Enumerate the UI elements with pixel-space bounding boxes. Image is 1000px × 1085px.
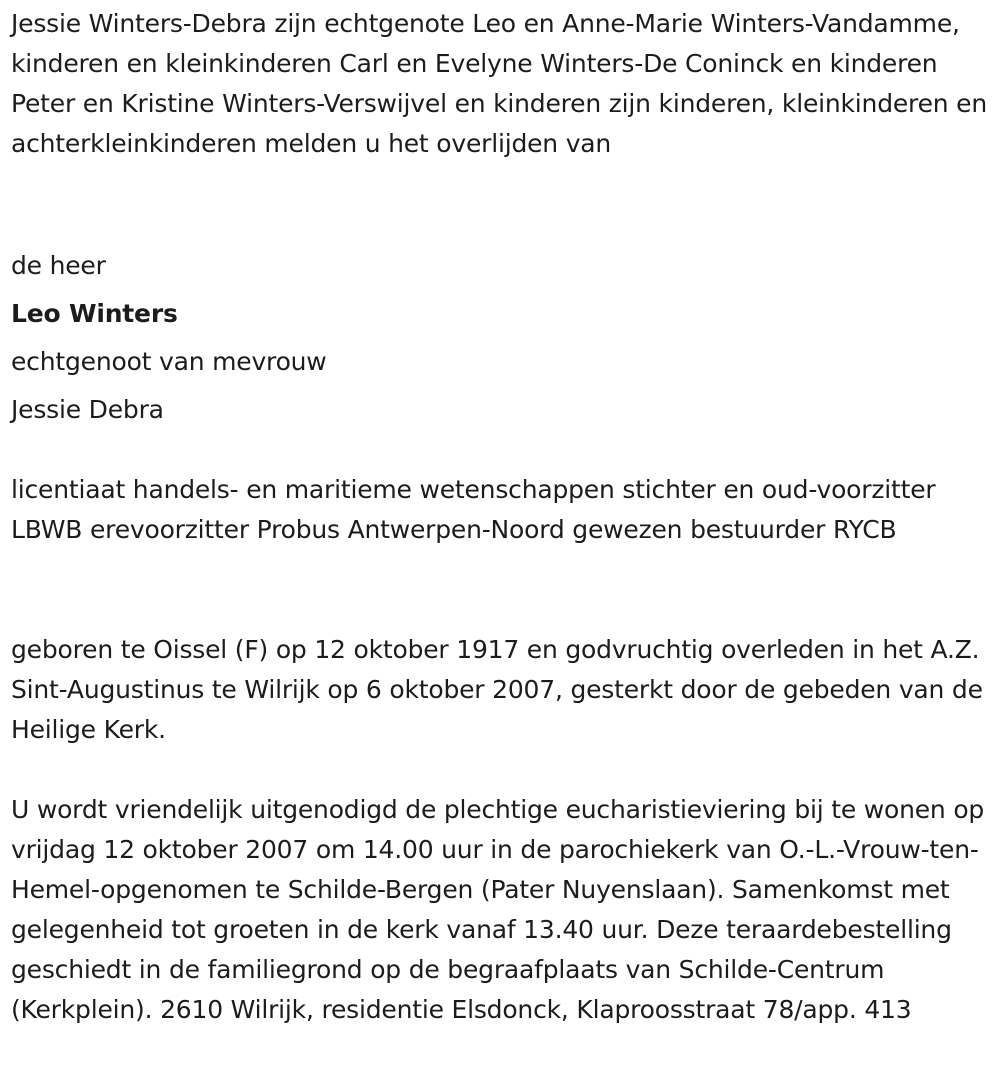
spouse-name: Jessie Debra [11, 395, 164, 424]
service-paragraph: U wordt vriendelijk uitgenodigd de plechtige eucharistieviering bij te wonen op vrijdag 12 oktober 2007 om 14.00 uur in de parochiekerk van O.-L.-Vrouw-ten-Hemel-opgenomen te Schilde-Bergen (Pater Nuyenslaan). Samenkomst met gelegenheid tot groeten in de kerk vanaf 13.40 uur. Deze teraardebestelling geschiedt in de familiegrond op de begraafplaats van Schilde-Centrum (Kerkplein). 2610 Wilrijk, residentie Elsdonck, Klaproosstraat 78/app. 413 [11, 795, 985, 1024]
titles-paragraph: licentiaat handels- en maritieme wetenschappen stichter en oud-voorzitter LBWB erevoorzitter Probus Antwerpen-Noord gewezen bestuurder RYCB [11, 475, 936, 544]
salutation: de heer [11, 251, 106, 280]
spouse-title: echtgenoot van mevrouw [11, 347, 327, 376]
intro-paragraph: Jessie Winters-Debra zijn echtgenote Leo en Anne-Marie Winters-Vandamme, kinderen en kleinkinderen Carl en Evelyne Winters-De Coninck en kinderen Peter en Kristine Winters-Verswijvel en kinderen zijn kinderen, kleinkinderen en achterkleinkinderen melden u het overlijden van [11, 9, 987, 158]
birth-death-paragraph: geboren te Oissel (F) op 12 oktober 1917 en godvruchtig overleden in het A.Z. Sint-Augustinus te Wilrijk op 6 oktober 2007, gesterkt door de gebeden van de Heilige Kerk. [11, 635, 983, 744]
deceased-name: Leo Winters [11, 299, 178, 328]
